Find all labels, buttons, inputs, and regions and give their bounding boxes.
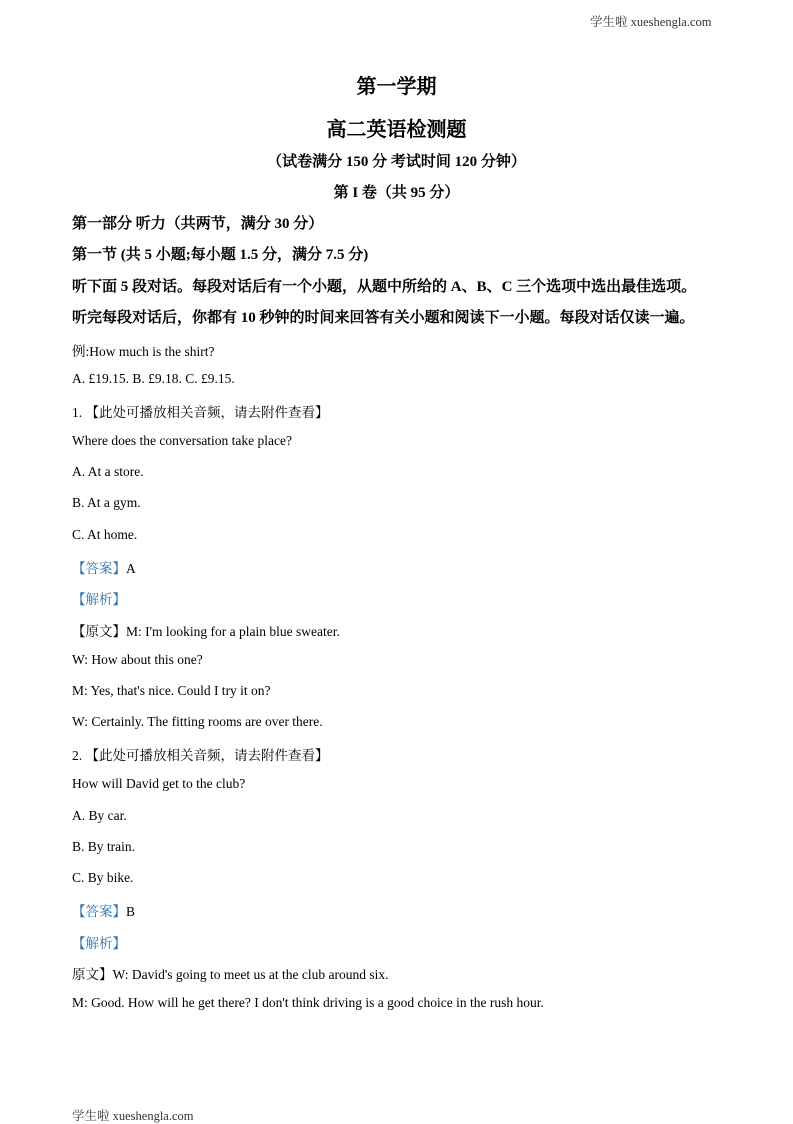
q1-transcript-line: W: Certainly. The fitting rooms are over there. (72, 714, 323, 729)
q2-option-b: B. By train. (72, 839, 135, 854)
semester-title: 第一学期 (356, 76, 437, 98)
section1-heading: 第一节 (共 5 小题;每小题 1.5 分，满分 7.5 分) (72, 247, 369, 263)
q2-answer-tag: 【答案】 (72, 904, 126, 919)
q2-transcript-line: 原文】W: David's going to meet us at the club around six. (72, 967, 389, 982)
example-options: A. £19.15. B. £9.18. C. £9.15. (72, 371, 235, 386)
q1-answer-line (72, 557, 136, 577)
instructions-line1: 听下面 5 段对话。每段对话后有一个小题，从题中所给的 A、B、C 三个选项中选出最佳选项。 (72, 279, 697, 295)
q1-option-a: A. At a store. (72, 464, 144, 479)
q2-answer-value: B (126, 904, 136, 919)
q1-audio-note: 1. 【此处可播放相关音频，请去附件查看】 (72, 405, 329, 420)
exam-info: （试卷满分 150 分 考试时间 120 分钟） (267, 154, 526, 170)
q1-option-c: C. At home. (72, 527, 138, 542)
page-header-site: 学生啦 xueshengla.com (590, 15, 712, 29)
q2-question: How will David get to the club? (72, 776, 246, 791)
exam-title: 高二英语检测题 (326, 119, 467, 141)
q1-analysis-tag: 【解析】 (72, 592, 126, 607)
q1-question: Where does the conversation take place? (72, 433, 293, 448)
q2-analysis-tag: 【解析】 (72, 936, 126, 951)
example-question: 例:How much is the shirt? (72, 344, 215, 359)
q2-answer-line (72, 900, 135, 920)
q2-audio-note: 2. 【此处可播放相关音频，请去附件查看】 (72, 748, 329, 763)
q1-transcript-line: W: How about this one? (72, 652, 203, 667)
page-footer-site: 学生啦 xueshengla.com (72, 1109, 194, 1123)
part1-heading: 第一部分 听力（共两节，满分 30 分） (72, 216, 324, 232)
q2-transcript-line: M: Good. How will he get there? I don't think driving is a good choice in the rush hour. (72, 995, 544, 1010)
q1-transcript-line: M: Yes, that's nice. Could I try it on? (72, 683, 271, 698)
volume-title: 第 I 卷（共 95 分） (333, 185, 460, 201)
q1-answer-value: A (126, 561, 136, 576)
q1-transcript-line: 【原文】M: I'm looking for a plain blue sweater. (72, 624, 340, 639)
instructions-line2: 听完每段对话后，你都有 10 秒钟的时间来回答有关小题和阅读下一小题。每段对话仅读一遍。 (72, 310, 695, 326)
q1-option-b: B. At a gym. (72, 495, 141, 510)
q2-option-a: A. By car. (72, 808, 127, 823)
q2-option-c: C. By bike. (72, 870, 134, 885)
q1-answer-tag: 【答案】 (72, 561, 126, 576)
